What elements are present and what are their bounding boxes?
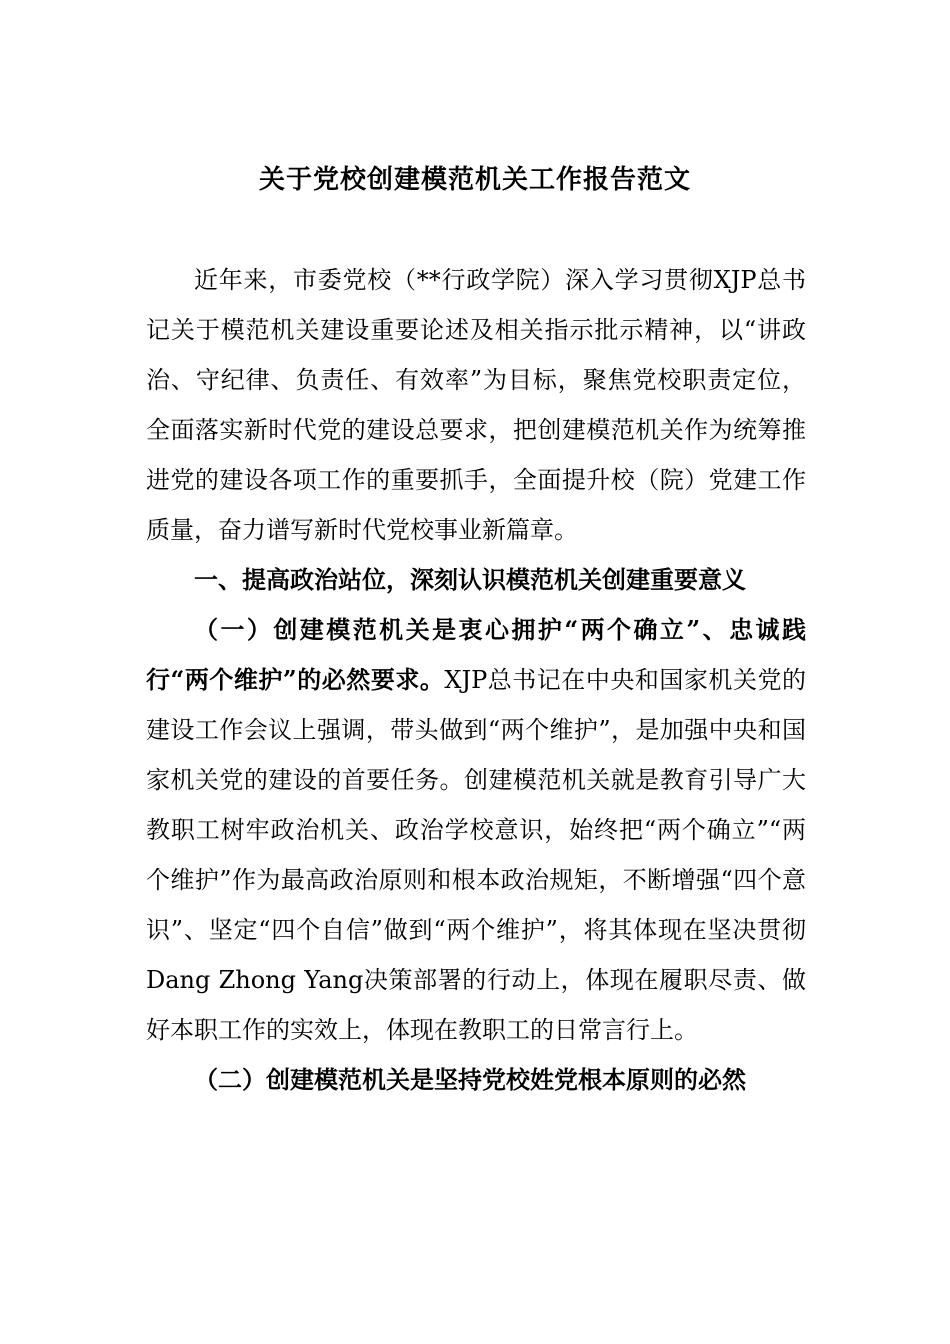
intro-paragraph: 近年来，市委党校（**行政学院）深入学习贯彻XJP总书记关于模范机关建设重要论述及相关指示批示精神，以“讲政治、守纪律、负责任、有效率”为目标，聚焦党校职责定位，全面落实新时代党的建设总要求，把创建模范机关作为统筹推进党的建设各项工作的重要抓手，全面提升校（院）党建工作质量，奋力谱写新时代党校事业新篇章。 <box>146 266 806 544</box>
document-title: 关于党校创建模范机关工作报告范文 <box>258 165 691 195</box>
subsection-1-lead: （一）创建模范机关是衷心拥护“两个确立”、忠诚践行“两个维护”的必然要求。 <box>146 615 806 694</box>
subsection-2-paragraph <box>146 1055 806 1105</box>
section-1-heading: 一、提高政治站位，深刻认识模范机关创建重要意义 <box>194 565 746 594</box>
document-body <box>146 255 806 1105</box>
subsection-1-body: XJP总书记在中央和国家机关党的建设工作会议上强调，带头做到“两个维护”，是加强中央和国家机关党的建设的首要任务。创建模范机关就是教育引导广大教职工树牢政治机关、政治学校意识，始终把“两个确立”“两个维护”作为最高政治原则和根本政治规矩，不断增强“四个意识”、坚定“四个自信”做到“两个维护”，将其体现在坚决贯彻Dang Zhong Yang决策部署的行动上，体现在履职尽责、做好本职工作的实效上，体现在教职工的日常言行上。 <box>146 666 806 1044</box>
subsection-2-lead: （二）创建模范机关是坚持党校姓党根本原则的必然 <box>194 1065 746 1094</box>
subsection-1-paragraph <box>146 605 806 1055</box>
